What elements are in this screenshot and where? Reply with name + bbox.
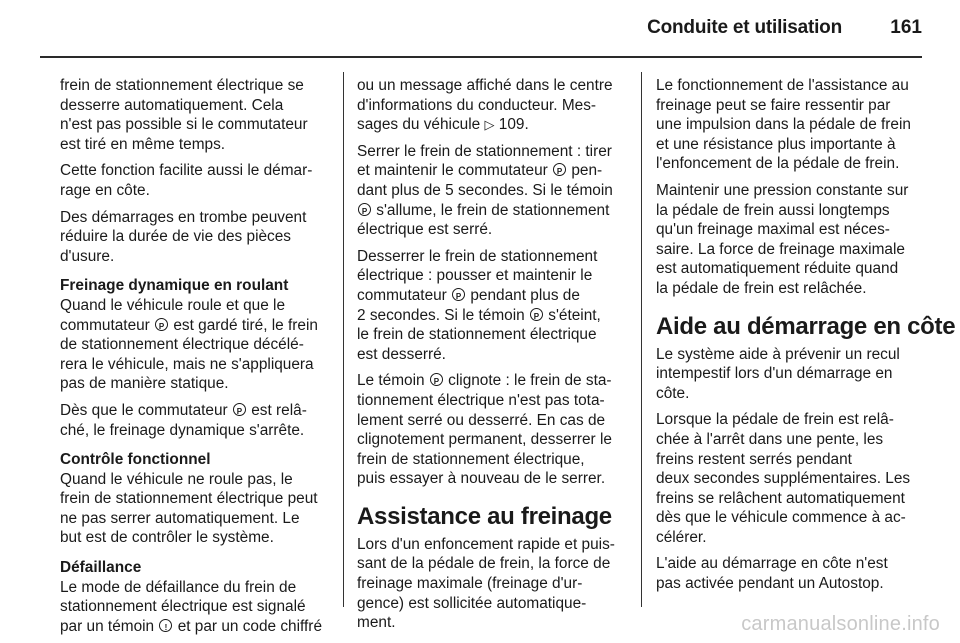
text-line: la pédale de frein aussi longtemps (656, 201, 890, 219)
parking-brake-icon (452, 288, 465, 301)
watermark: carmanualsonline.info (741, 613, 940, 635)
text-line (357, 286, 627, 306)
text-line: ché, le freinage dynamique s'arrête. (60, 421, 305, 439)
brake-warning-icon (159, 619, 172, 632)
parking-brake-icon (553, 163, 566, 176)
text-line: électrique : pousser et maintenir le (357, 267, 593, 285)
text-line: freins se relâchent automatiquement (656, 489, 905, 507)
text-line: desserre automatiquement. Cela (60, 96, 284, 114)
text-line: Lors d'un enfoncement rapide et puis- (357, 535, 615, 553)
column-1 (60, 76, 332, 643)
text-line: Desserrer le frein de stationnement (357, 247, 598, 265)
text-line: freinage maximale (freinage d'ur- (357, 575, 583, 593)
text-fragment: s'éteint, (548, 306, 601, 324)
text-line: une impulsion dans la pédale de frein (656, 116, 911, 134)
text-line: freinage peut se faire ressentir par (656, 96, 891, 114)
paragraph (656, 554, 926, 593)
text-line: ou un message affiché dans le centre (357, 77, 613, 94)
text-line (60, 617, 332, 637)
text-line: chée à l'arrêt dans une pente, les (656, 430, 884, 448)
text-line: Cette fonction facilite aussi le démar- (60, 162, 313, 180)
text-line: frein de stationnement électrique, (357, 450, 585, 468)
paragraph (656, 76, 926, 174)
text-line: Le fonctionnement de l'assistance au (656, 77, 909, 94)
heading-brake-assist: Assistance au freinage (357, 502, 612, 530)
text-fragment: sages du véhicule (357, 116, 481, 134)
text-line: d'informations du conducteur. Mes- (357, 96, 597, 114)
text-line: est tiré en même temps. (60, 135, 226, 153)
paragraph (60, 161, 332, 200)
text-line: réduire la durée de vie des pièces (60, 228, 292, 246)
paragraph (357, 535, 627, 633)
text-line: pas de manière statique. (60, 375, 229, 393)
text-line: le frein de stationnement électrique (357, 326, 597, 344)
text-line: Lorsque la pédale de frein est relâ- (656, 411, 894, 429)
text-line: gence) est sollicitée automatique- (357, 594, 587, 612)
text-fragment: par un témoin (60, 617, 155, 635)
paragraph (656, 181, 926, 299)
text-line: rera le véhicule, mais ne s'appliquera (60, 355, 314, 373)
text-fragment: et maintenir le commutateur (357, 162, 548, 180)
paragraph (357, 247, 627, 365)
text-line: ne pas serrer automatiquement. Le (60, 509, 300, 527)
text-fragment: est gardé tiré, le frein (173, 316, 318, 334)
text-fragment: pen- (571, 162, 603, 180)
text-line: Serrer le frein de stationnement : tirer (357, 142, 612, 160)
text-line: but est de contrôler le système. (60, 529, 274, 547)
paragraph (60, 450, 332, 548)
text-fragment: clignote : le frein de sta- (448, 372, 612, 390)
column-divider (641, 72, 642, 607)
subheading-dynamic-braking: Freinage dynamique en roulant (60, 277, 289, 295)
column-2 (357, 76, 627, 640)
text-line: Quand le véhicule roule et que le (60, 296, 286, 314)
parking-brake-icon (233, 403, 246, 416)
page-reference-arrow-icon: ▷ (484, 117, 495, 133)
paragraph (656, 345, 926, 404)
text-fragment: commutateur (357, 286, 447, 304)
text-line: est desserré. (357, 345, 446, 363)
text-line: intempestif lors d'un démarrage en (656, 365, 893, 383)
text-line: rage en côte. (60, 181, 150, 199)
paragraph (60, 401, 332, 440)
parking-brake-icon (530, 308, 543, 321)
text-line: dant plus de 5 secondes. Si le témoin (357, 181, 613, 199)
text-line: d'usure. (60, 247, 115, 265)
text-line: tionnement électrique n'est pas tota- (357, 391, 605, 409)
paragraph (656, 410, 926, 547)
paragraph (357, 371, 627, 489)
text-line (357, 115, 627, 135)
text-line (357, 201, 627, 221)
text-fragment: pendant plus de (470, 286, 580, 304)
parking-brake-icon (155, 318, 168, 331)
page-reference[interactable]: 109. (498, 116, 529, 134)
section-title: Conduite et utilisation (647, 17, 842, 38)
text-fragment: 2 secondes. Si le témoin (357, 306, 525, 324)
subheading-failure: Défaillance (60, 559, 142, 577)
page-number: 161 (890, 17, 922, 38)
text-line: Des démarrages en trombe peuvent (60, 208, 307, 226)
text-line: la pédale de frein est relâchée. (656, 279, 867, 297)
text-line (357, 161, 627, 181)
text-fragment: Le témoin (357, 372, 425, 390)
text-line: est automatiquement réduite quand (656, 260, 899, 278)
text-line: frein de stationnement électrique se (60, 77, 304, 94)
parking-brake-icon (358, 203, 371, 216)
text-line: et une résistance plus importante à (656, 135, 896, 153)
text-line: ment. (357, 614, 396, 632)
text-fragment: s'allume, le frein de stationnement (376, 201, 610, 219)
page-header (0, 0, 960, 58)
text-line (357, 306, 627, 326)
text-line (60, 316, 332, 336)
paragraph (60, 208, 332, 267)
text-line: pas activée pendant un Autostop. (656, 575, 884, 593)
text-fragment: commutateur (60, 316, 150, 334)
text-line: Le mode de défaillance du frein de (60, 578, 297, 596)
text-line (357, 371, 627, 391)
paragraph (357, 142, 627, 240)
text-line: deux secondes supplémentaires. Les (656, 470, 911, 488)
text-line: l'enfoncement de la pédale de frein. (656, 155, 900, 173)
text-line: côte. (656, 384, 690, 402)
text-line: n'est pas possible si le commutateur (60, 116, 308, 134)
text-line: saire. La force de freinage maximale (656, 240, 905, 258)
paragraph (60, 558, 332, 636)
header-rule (40, 56, 922, 58)
subheading-functional-check: Contrôle fonctionnel (60, 451, 211, 469)
paragraph (60, 276, 332, 394)
text-line: qu'un freinage maximal est néces- (656, 221, 890, 239)
parking-brake-icon (430, 373, 443, 386)
text-line: lement serré ou desserré. En cas de (357, 411, 606, 429)
text-line: freins restent serrés pendant (656, 450, 852, 468)
text-line: électrique est serré. (357, 221, 493, 239)
text-line: Quand le véhicule ne roule pas, le (60, 470, 293, 488)
text-line: Maintenir une pression constante sur (656, 181, 909, 199)
text-line: dès que le véhicule commence à ac- (656, 509, 906, 527)
text-fragment: est relâ- (251, 401, 307, 419)
text-line: frein de stationnement électrique peut (60, 490, 318, 508)
text-line: sant de la pédale de frein, la force de (357, 555, 611, 573)
paragraph (357, 76, 627, 135)
column-divider (343, 72, 344, 607)
column-3 (656, 76, 956, 601)
text-line: puis essayer à nouveau de le serrer. (357, 470, 606, 488)
text-fragment: et par un code chiffré (177, 617, 322, 635)
text-line: L'aide au démarrage en côte n'est (656, 555, 888, 573)
text-fragment: Dès que le commutateur (60, 401, 228, 419)
paragraph (60, 76, 332, 154)
text-line: Le système aide à prévenir un recul (656, 345, 900, 363)
text-line: clignotement permanent, desserrer le (357, 431, 612, 449)
text-line: stationnement électrique est signalé (60, 598, 306, 616)
text-line: de stationnement électrique décélé- (60, 336, 304, 354)
text-line: célérer. (656, 528, 707, 546)
text-line (60, 401, 332, 421)
heading-hill-start-assist: Aide au démarrage en côte (656, 312, 956, 340)
